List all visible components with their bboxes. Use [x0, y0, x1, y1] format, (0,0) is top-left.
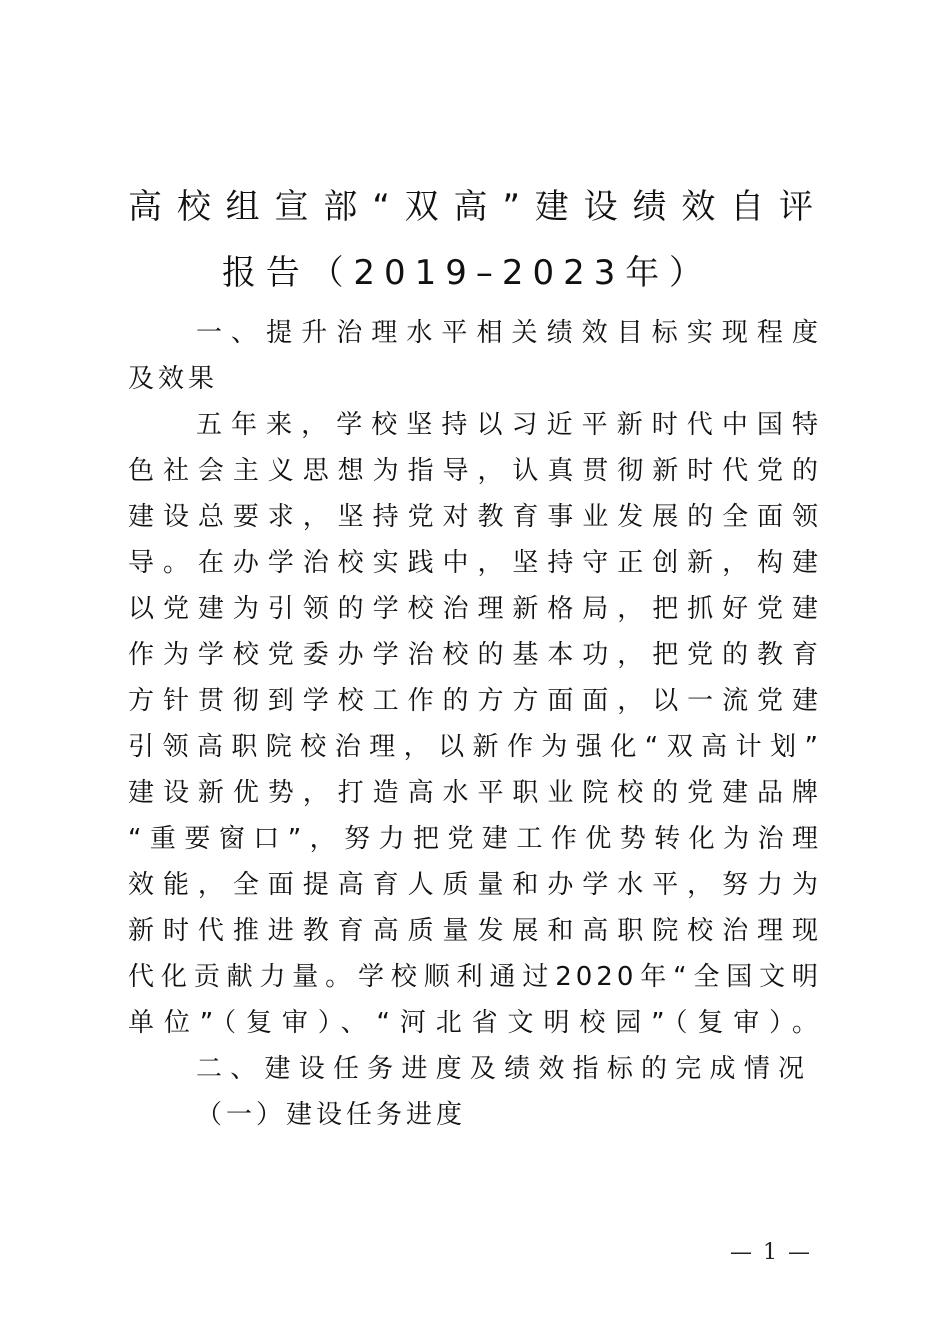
paragraph-line: 效能，全面提高育人质量和办学水平，努力为 — [128, 870, 822, 900]
paragraph-line: 新时代推进教育高质量发展和高职院校治理现 — [128, 916, 822, 946]
paragraph-line: “重要窗口”，努力把党建工作优势转化为治理 — [128, 824, 822, 854]
paragraph-line: 导。在办学治校实践中，坚持守正创新，构建 — [128, 548, 822, 578]
paragraph-line: 建设新优势，打造高水平职业院校的党建品牌 — [128, 778, 822, 808]
paragraph-line: 引领高职院校治理，以新作为强化“双高计划” — [128, 732, 822, 762]
section-heading-1: 一、提升治理水平相关绩效目标实现程度 — [196, 318, 822, 348]
paragraph-line: 单位”（复审）、“河北省文明校园”（复审）。 — [128, 1008, 822, 1038]
paragraph-line: 建设总要求，坚持党对教育事业发展的全面领 — [128, 502, 822, 532]
paragraph-line: 五年来，学校坚持以习近平新时代中国特 — [196, 410, 822, 440]
document-title-line-1: 高校组宣部“双高”建设绩效自评 — [128, 187, 822, 227]
paragraph-line: 代化贡献力量。学校顺利通过2020年“全国文明 — [128, 962, 822, 992]
page-number: — 1 — — [730, 1240, 812, 1265]
paragraph-line: 色社会主义思想为指导，认真贯彻新时代党的 — [128, 456, 822, 486]
paragraph-line: 方针贯彻到学校工作的方方面面，以一流党建 — [128, 686, 822, 716]
section-heading-1-cont: 及效果 — [128, 364, 219, 394]
paragraph-line: 作为学校党委办学治校的基本功，把党的教育 — [128, 640, 822, 670]
paragraph-line: 以党建为引领的学校治理新格局，把抓好党建 — [128, 594, 822, 624]
subsection-heading: （一）建设任务进度 — [196, 1100, 467, 1130]
section-heading-2: 二、建设任务进度及绩效指标的完成情况 — [196, 1054, 808, 1084]
document-title-line-2: 报告（2019–2023年） — [222, 253, 712, 293]
